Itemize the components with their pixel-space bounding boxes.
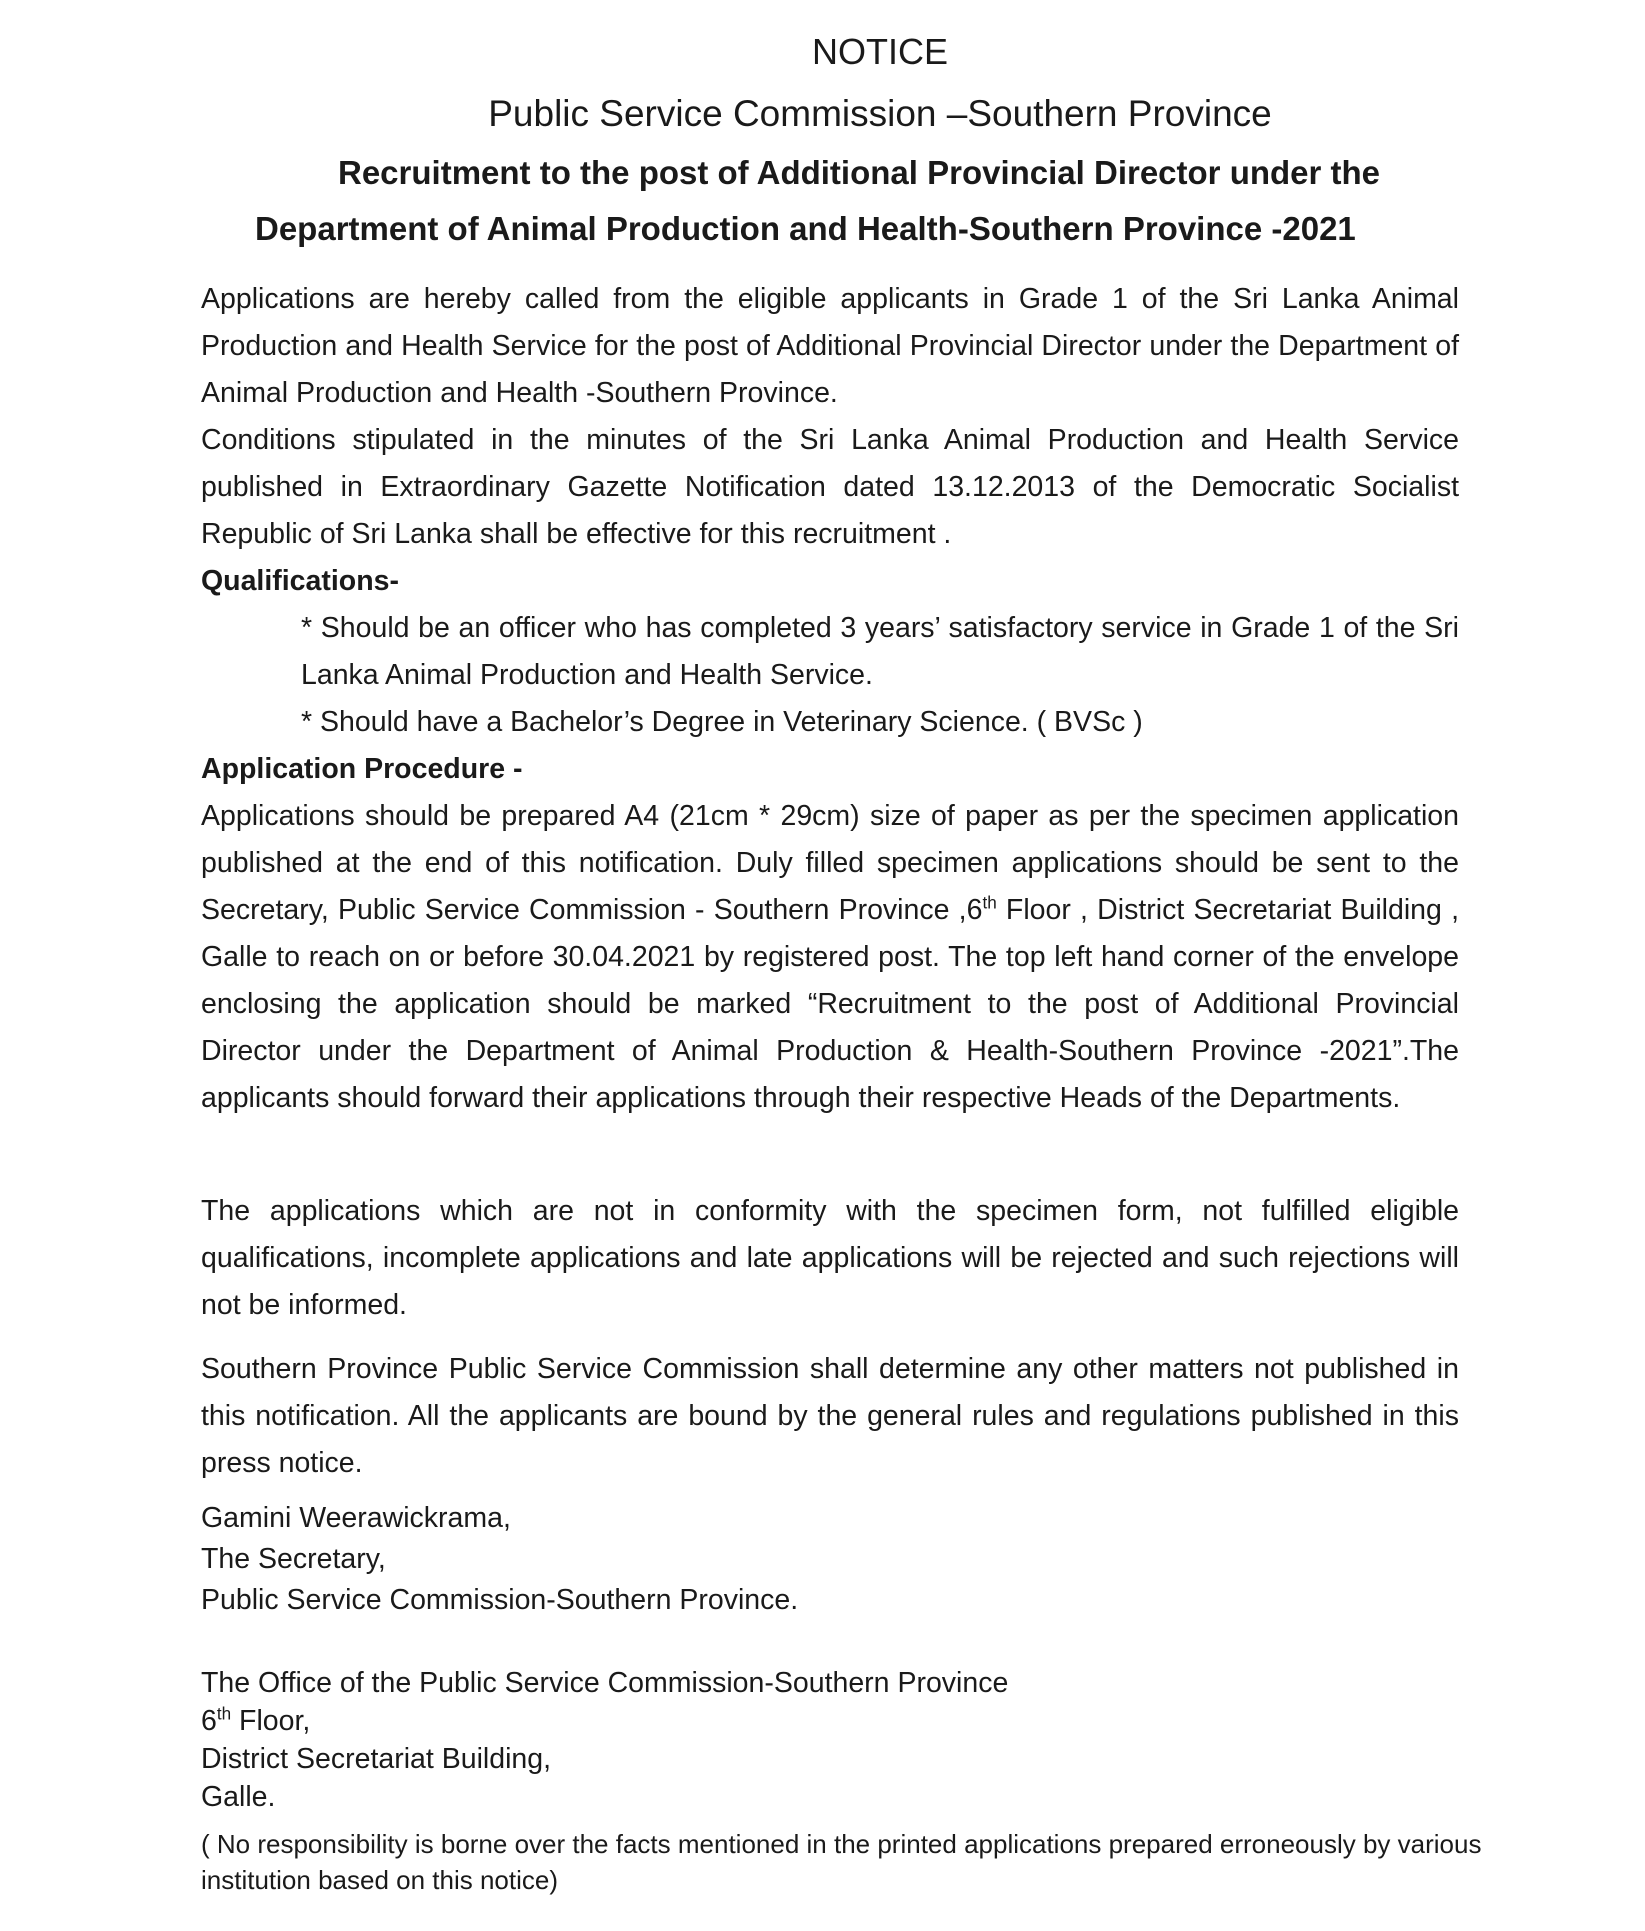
address-line1: The Office of the Public Service Commission-Southern Province	[201, 1667, 1009, 1699]
disclaimer-footnote: ( No responsibility is borne over the facts mentioned in the printed applications prepared erroneously by various institution based on this notice)	[201, 1829, 1482, 1895]
recruitment-heading-line2: Department of Animal Production and Health-Southern Province -2021	[255, 210, 1356, 247]
procedure-heading: Application Procedure -	[201, 753, 523, 785]
recruitment-heading-line1: Recruitment to the post of Additional Provincial Director under the	[338, 154, 1381, 191]
commission-title: Public Service Commission –Southern Province	[488, 93, 1272, 134]
floor-number: 6	[201, 1705, 217, 1737]
procedure-text-part2: Floor , District Secretariat Building , Galle to reach on or before 30.04.2021 by registered post. The top left hand corner of the envelope enclosing the application should be marked “Recruitment to the post of Additional Provincial Director under the Department of Animal Production & Health-Southern Province -2021”.The applicants should forward their applications through their respective Heads of the Departments.	[201, 894, 1460, 1114]
qualification-item: * Should be an officer who has completed 3 years’ satisfactory service in Grade 1 of the Sri Lanka Animal Production and Health Service.	[301, 612, 1459, 691]
qualifications-heading: Qualifications-	[201, 565, 399, 597]
signatory-organization: Public Service Commission-Southern Province.	[201, 1584, 799, 1616]
determination-section	[201, 1346, 1459, 1487]
address-block	[201, 1664, 1459, 1816]
signatory-name: Gamini Weerawickrama,	[201, 1502, 511, 1534]
address-floor	[201, 1702, 1459, 1740]
rejection-paragraph: The applications which are not in conformity with the specimen form, not fulfilled eligible qualifications, incomplete applications and late applications will be rejected and such rejections will not be informed.	[201, 1195, 1459, 1321]
notice-title: NOTICE	[811, 31, 948, 72]
floor-superscript: th	[216, 1704, 232, 1724]
signature-block	[201, 1498, 1459, 1621]
procedure-text-part1: Applications should be prepared A4 (21cm * 29cm) size of paper as per the specimen application published at the end of this notification. Duly filled specimen applications should be sent to the Secretary, Public Service Commission - Southern Province ,6	[201, 800, 1459, 926]
procedure-superscript: th	[982, 893, 997, 913]
qualification-item: * Should have a Bachelor’s Degree in Veterinary Science. ( BVSc )	[301, 706, 1143, 738]
signatory-title: The Secretary,	[201, 1543, 386, 1575]
determination-paragraph: Southern Province Public Service Commission shall determine any other matters not published in this notification. All the applicants are bound by the general rules and regulations published in this press notice.	[201, 1353, 1459, 1479]
address-line4: Galle.	[201, 1781, 276, 1813]
intro-paragraph: Applications are hereby called from the eligible applicants in Grade 1 of the Sri Lanka Animal Production and Health Service for the post of Additional Provincial Director under the Department of Animal Production and Health -Southern Province.	[201, 283, 1459, 409]
address-line3: District Secretariat Building,	[201, 1743, 552, 1775]
conditions-paragraph: Conditions stipulated in the minutes of the Sri Lanka Animal Production and Health Service published in Extraordinary Gazette Notification dated 13.12.2013 of the Democratic Socialist Republic of Sri Lanka shall be effective for this recruitment .	[201, 424, 1459, 550]
floor-text: Floor,	[231, 1705, 311, 1737]
procedure-paragraph	[201, 793, 1459, 1122]
main-body	[201, 276, 1459, 1122]
rejection-section	[201, 1188, 1459, 1329]
